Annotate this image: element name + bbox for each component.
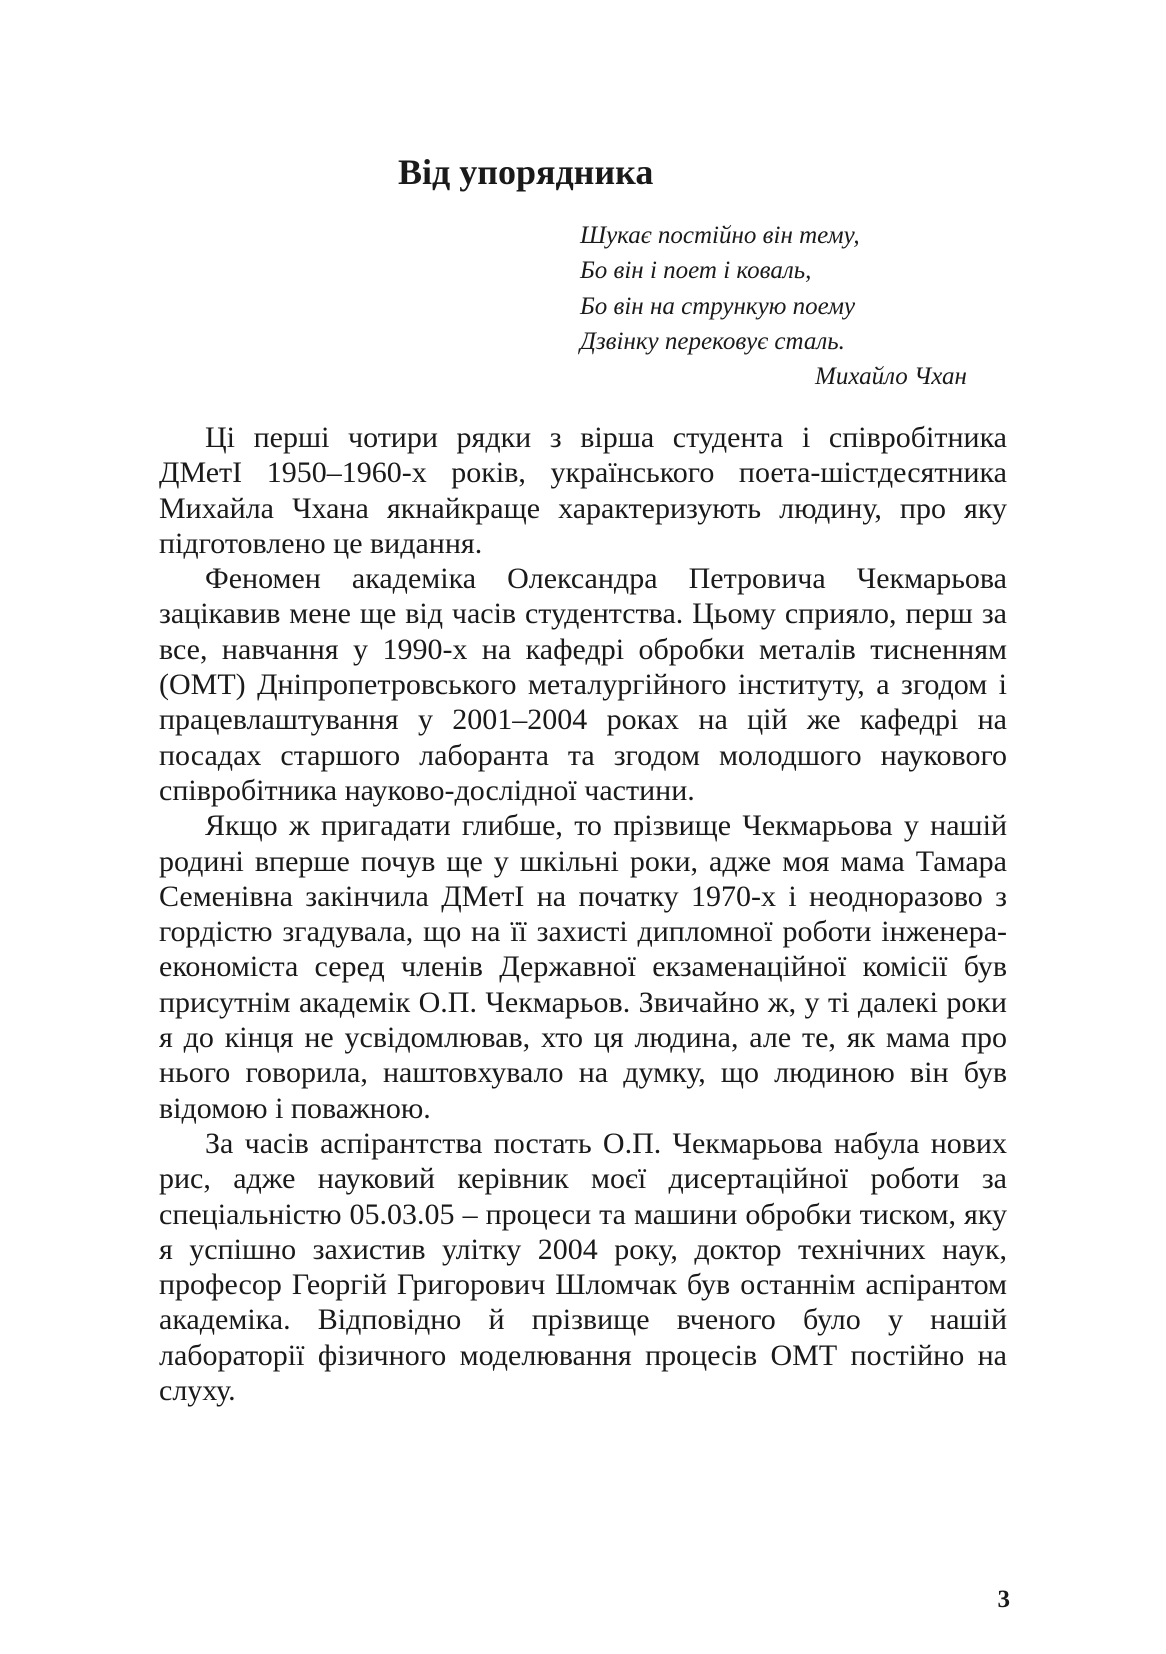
page-number: 3 <box>997 1586 1010 1613</box>
epigraph-line: Шукає постійно він тему, <box>580 222 860 249</box>
epigraph-line: Бо він і поет і коваль, <box>580 257 812 285</box>
body-text <box>159 420 1007 1408</box>
paragraph: За часів аспірантства постать О.П. Чекмарьова набула нових рис, адже науковий керівник моєї дисертаційної роботи за спеціальністю 05.03.05 – процеси та машини обробки тиском, яку я успішно захистив улітку 2004 року, доктор технічних наук, професор Георгій Григорович Шломчак був останнім аспірантом академіка. Відповідно й прізвище вченого було у нашій лабораторії фізичного моделювання процесів ОМТ постійно на слуху. <box>159 1126 1007 1408</box>
paragraph: Якщо ж пригадати глибше, то прізвище Чекмарьова у нашій родині вперше почув ще у шкільні роки, адже моя мама Тамара Семенівна закінчила ДМетІ на початку 1970-х і неодноразово з гордістю згадувала, що на її захисті дипломної роботи інженера-економіста серед членів Державної екзаменаційної комісії був присутнім академік О.П. Чекмарьов. Звичайно ж, у ті далекі роки я до кінця не усвідомлював, хто ця людина, але те, як мама про нього говорила, наштовхувало на думку, що людиною він був відомою і поважною. <box>159 809 1007 1125</box>
page-title: Від упорядника <box>398 152 654 192</box>
epigraph <box>580 218 1000 394</box>
epigraph-line: Дзвінку перековує сталь. <box>580 327 845 355</box>
epigraph-line: Бо він на стрункую поему <box>580 292 856 320</box>
paragraph: Ці перші чотири рядки з вірша студента і співробітника ДМетІ 1950–1960-х років, українського поета-шістдесятника Михайла Чхана якнайкраще характеризують людину, про яку підготовлено це видання. <box>159 421 1007 560</box>
epigraph-author: Михайло Чхан <box>815 363 967 391</box>
paragraph: Феномен академіка Олександра Петровича Чекмарьова зацікавив мене ще від часів студентства. Цьому сприяло, перш за все, навчання у 1990-х на кафедрі обробки металів тисненням (ОМТ) Дніпропетровського металургійного інституту, а згодом і працевлаштування у 2001–2004 роках на цій же кафедрі на посадах старшого лаборанта та згодом молодшого наукового співробітника науково-дослідної частини. <box>159 562 1007 807</box>
